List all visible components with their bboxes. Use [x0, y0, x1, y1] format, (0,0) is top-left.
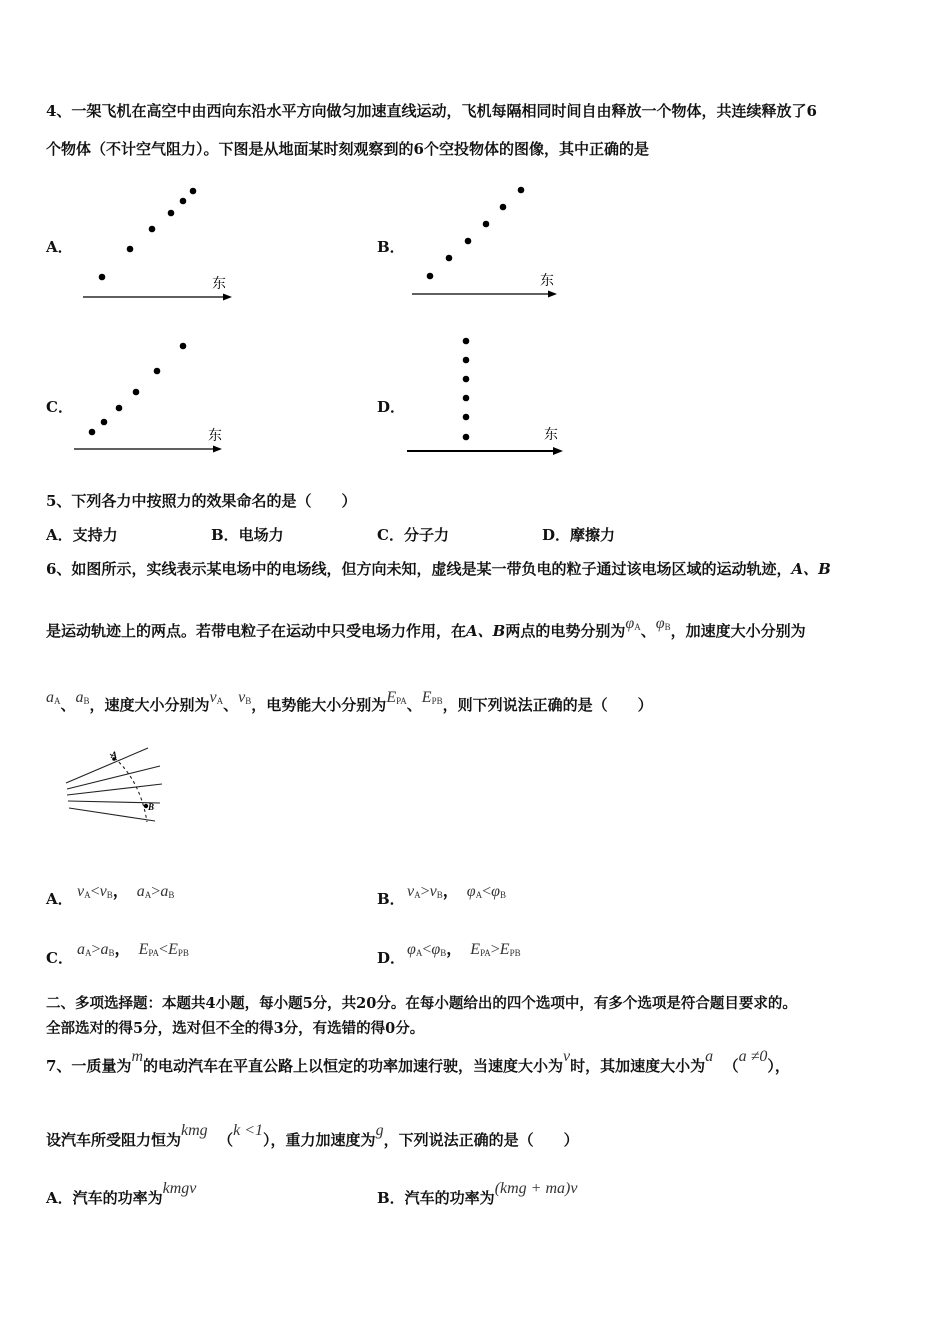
q7-stem-line1: 7、一质量为m的电动汽车在平直公路上以恒定的功率加速行驶，当速度大小为v时，其加速度大小为a （a ≠0），	[46, 1048, 790, 1075]
q4-option-c-label: C．	[46, 398, 73, 416]
q4-option-d-label: D．	[377, 398, 406, 416]
point-a-label: A	[111, 750, 118, 760]
q7-stem-line2: 设汽车所受阻力恒为kmg （k <1），重力加速度为g，下列说法正确的是（ ）	[46, 1122, 579, 1149]
field-line	[66, 748, 148, 783]
q6-option-c-formula: $a_A>a_B$， $E_{PA}<E_{PB}$	[77, 941, 189, 958]
q6-option-d-label: D．	[377, 949, 406, 967]
q5-option-b: B．电场力	[211, 526, 284, 544]
point-b-label: B	[148, 802, 155, 812]
section2-header-line1: 二、多项选择题：本题共4小题，每小题5分，共20分。在每小题给出的四个选项中，有多个选项是符合题目要求的。	[46, 995, 797, 1012]
axis-label-east: 东	[540, 273, 554, 289]
q5-option-a: A．支持力	[46, 526, 118, 544]
q4-stem-line2: 个物体（不计空气阻力）。下图是从地面某时刻观察到的6个空投物体的图像，其中正确的是	[46, 140, 649, 158]
q4-stem-line1: 4、一架飞机在高空中由西向东沿水平方向做匀加速直线运动，飞机每隔相同时间自由释放一个物体，共连续释放了6	[46, 102, 817, 120]
q6-stem-line3: $a_A$、$a_B$，速度大小分别为$v_A$、$v_B$，电势能大小分别为$E_{PA}$、$E_{PB}$，则下列说法正确的是（ ）	[46, 689, 653, 714]
axis-label-east: 东	[208, 428, 222, 444]
q7-option-a: A．汽车的功率为kmgv	[46, 1180, 197, 1207]
q6-stem-line2: 是运动轨迹上的两点。若带电粒子在运动中只受电场力作用，在A、B两点的电势分别为$\varphi_A$、$\varphi_B$，加速度大小分别为	[46, 615, 806, 640]
q6-option-a-formula: $v_A<v_B$， $a_A>a_B$	[77, 883, 175, 900]
field-line	[68, 801, 160, 803]
q6-option-b-formula: $v_A>v_B$， $\varphi_A<\varphi_B$	[407, 883, 507, 900]
section2-header-line2: 全部选对的得5分，选对但不全的得3分，有选错的得0分。	[46, 1020, 425, 1037]
q4-option-a-label: A．	[46, 238, 73, 256]
q5-stem: 5、下列各力中按照力的效果命名的是（ ）	[46, 492, 357, 510]
q6-option-c-label: C．	[46, 949, 73, 967]
field-line	[69, 808, 155, 821]
q6-option-d-formula: $\varphi_A<\varphi_B$， $E_{PA}>E_{PB}$	[407, 941, 521, 958]
axis-label-east: 东	[212, 276, 226, 292]
axis-label-east: 东	[544, 427, 558, 443]
q5-option-c: C．分子力	[377, 526, 449, 544]
q7-option-b: B．汽车的功率为(kmg + ma)v	[377, 1180, 578, 1207]
q4-option-b-label: B．	[377, 238, 405, 256]
q6-option-b-label: B．	[377, 890, 405, 908]
q6-stem-line1: 6、如图所示，实线表示某电场中的电场线，但方向未知，虚线是某一带负电的粒子通过该电场区域的运动轨迹，A、B	[46, 560, 831, 578]
q5-option-d: D．摩擦力	[542, 526, 616, 544]
q6-option-a-label: A．	[46, 890, 73, 908]
